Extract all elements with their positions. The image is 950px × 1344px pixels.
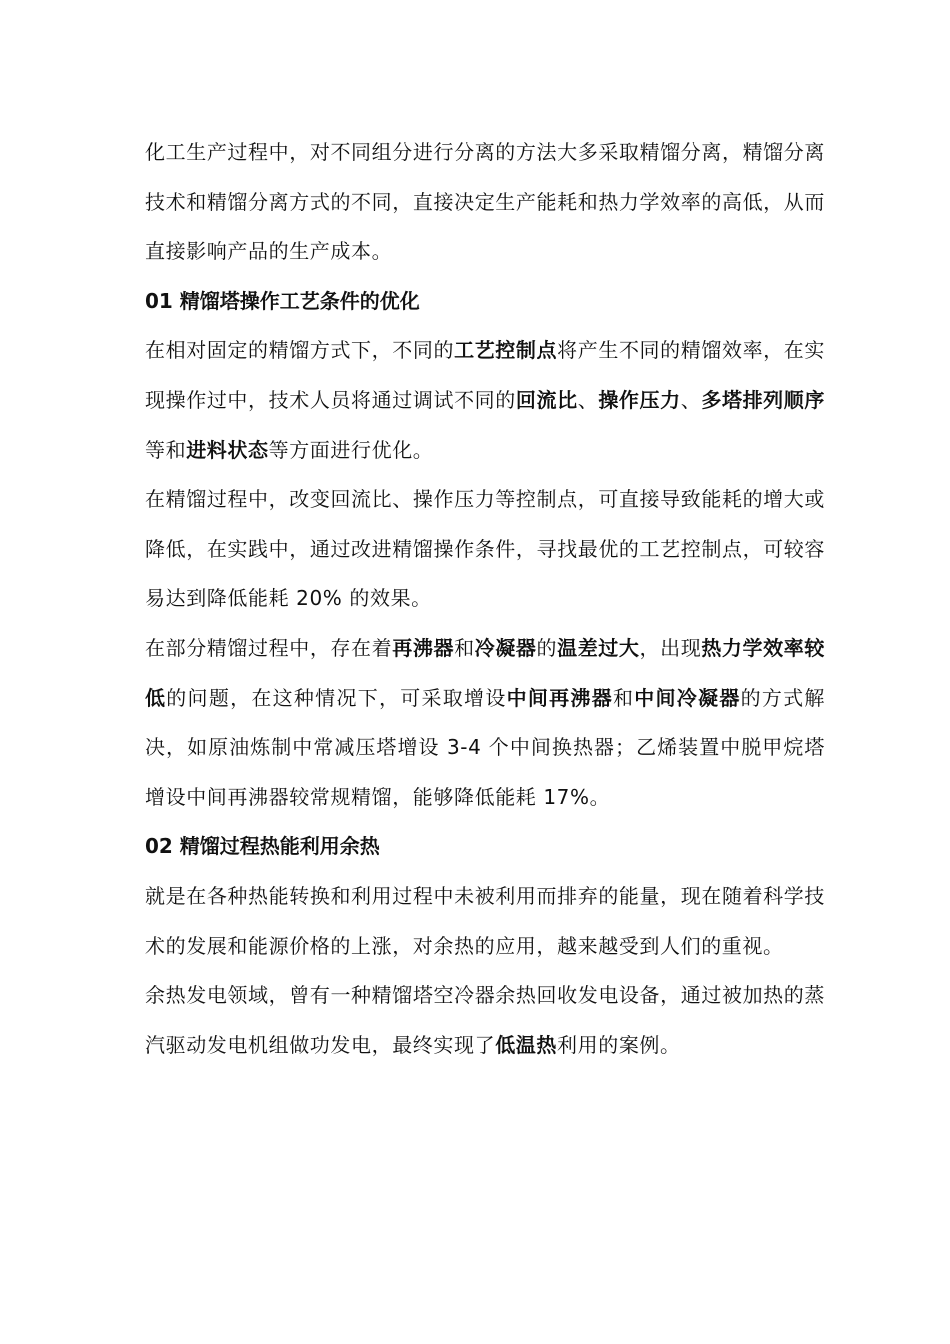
text-run: 将产生不同的精馏效率，在实现操作过中，技术人员将通过调试不同的 bbox=[145, 338, 825, 412]
text-run: 的方式解决，如原油炼制中常减压塔增设 3-4 个中间换热器；乙烯装置中脱甲烷塔增设中间再沸器较常规精馏，能够降低能耗 17%。 bbox=[145, 685, 826, 809]
text-run: 的问题，在这种情况下，可采取增设 bbox=[166, 685, 507, 710]
section-2-heading: 02 精馏过程热能利用余热 bbox=[145, 834, 380, 859]
text-run: 在部分精馏过程中，存在着 bbox=[145, 635, 393, 660]
intro-text: 化工生产过程中，对不同组分进行分离的方法大多采取精馏分离，精馏分离技术和精馏分离方式的不同，直接决定生产能耗和热力学效率的高低，从而直接影响产品的生产成本。 bbox=[145, 140, 825, 264]
text-run: 就是在各种热能转换和利用过程中未被利用而排弃的能量，现在随着科学技术的发展和能源价格的上涨，对余热的应用，越来越受到人们的重视。 bbox=[145, 883, 825, 958]
bold-term: 操作压力 bbox=[598, 387, 681, 412]
bold-term: 冷凝器 bbox=[474, 635, 537, 660]
text-run: 、 bbox=[680, 387, 702, 412]
bold-term: 热力学效率较低 bbox=[145, 635, 825, 710]
text-run: 等和 bbox=[145, 437, 187, 462]
bold-term: 低温热 bbox=[495, 1032, 558, 1057]
bold-term: 中间再沸器 bbox=[506, 685, 613, 710]
section-2-paragraph-1 bbox=[145, 872, 825, 971]
text-run: 等方面进行优化。 bbox=[268, 437, 434, 462]
bold-term: 中间冷凝器 bbox=[634, 685, 741, 710]
intro-paragraph bbox=[145, 128, 825, 277]
section-1-paragraph-3 bbox=[145, 624, 825, 822]
text-run: ，出现 bbox=[639, 635, 702, 660]
text-run: 利用的案例。 bbox=[557, 1032, 681, 1057]
text-run: 余热发电领域，曾有一种精馏塔空冷器余热回收发电设备，通过被加热的蒸汽驱动发电机组做功发电，最终实现了 bbox=[145, 983, 825, 1057]
text-run: 的 bbox=[536, 635, 558, 660]
bold-term: 温差过大 bbox=[557, 635, 640, 660]
bold-term: 回流比 bbox=[515, 387, 578, 412]
section-1-paragraph-2 bbox=[145, 475, 825, 624]
bold-term: 再沸器 bbox=[392, 635, 455, 660]
text-run: 在相对固定的精馏方式下，不同的 bbox=[145, 338, 455, 363]
text-run: 、 bbox=[577, 387, 599, 412]
section-1-heading: 01 精馏塔操作工艺条件的优化 bbox=[145, 288, 420, 313]
bold-term: 进料状态 bbox=[186, 437, 269, 462]
section-1-paragraph-1 bbox=[145, 326, 825, 475]
bold-term: 工艺控制点 bbox=[454, 338, 558, 363]
section-2-paragraph-2 bbox=[145, 971, 825, 1070]
document-body bbox=[145, 128, 825, 1070]
text-run: 和 bbox=[454, 635, 475, 660]
text-run: 和 bbox=[612, 685, 635, 710]
bold-term: 多塔排列顺序 bbox=[701, 387, 825, 412]
text-run: 在精馏过程中，改变回流比、操作压力等控制点，可直接导致能耗的增大或降低，在实践中，通过改进精馏操作条件，寻找最优的工艺控制点，可较容易达到降低能耗 20% 的效果。 bbox=[145, 487, 825, 611]
